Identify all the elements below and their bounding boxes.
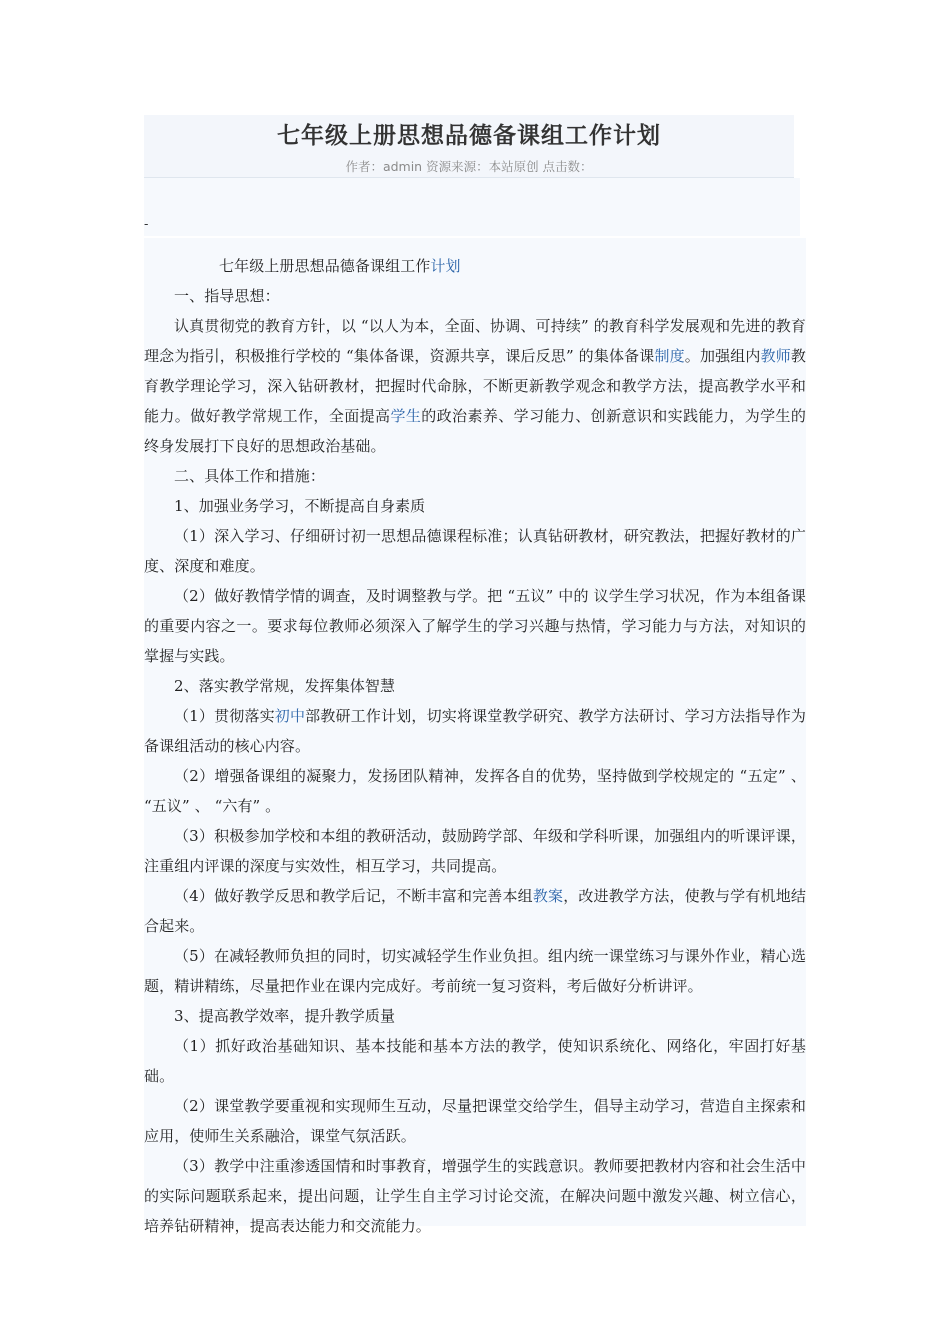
article-subtitle <box>144 251 806 281</box>
paragraph-2-4 <box>144 881 806 941</box>
article-body <box>144 238 807 1235</box>
separator-dash: - <box>144 217 149 232</box>
paragraph-guiding <box>144 311 806 461</box>
text-run: 部教研工作计划，切实将课堂教学研究、教学方法研讨、学习方法指导作为备课组活动的核心内容。 <box>144 707 806 755</box>
header-spacer <box>144 178 800 236</box>
link-system[interactable]: 制度 <box>654 347 685 365</box>
article-header <box>144 115 794 178</box>
paragraph-3-1: （1）抓好政治基础知识、基本技能和基本方法的教学，使知识系统化、网络化，牢固打好基础。 <box>144 1037 806 1085</box>
paragraph-2-3: （3）积极参加学校和本组的教研活动，鼓励跨学部、年级和学科听课，加强组内的听课评课，注重组内评课的深度与实效性，相互学习，共同提高。 <box>144 827 806 875</box>
text-run: 。加强组内 <box>684 347 761 365</box>
paragraph-3-3: （3）教学中注重渗透国情和时事教育，增强学生的实践意识。教师要把教材内容和社会生活中的实际问题联系起来，提出问题，让学生自主学习讨论交流，在解决问题中激发兴趣、树立信心，培养钻研精神，提高表达能力和交流能力。 <box>144 1157 806 1235</box>
link-student[interactable]: 学生 <box>390 407 422 425</box>
paragraph-2-2: （2）增强备课组的凝聚力，发扬团队精神，发挥各自的优势，坚持做到学校规定的 “五定” 、 “五议” 、 “六有” 。 <box>144 767 806 815</box>
link-lesson-plan[interactable]: 教案 <box>532 887 564 905</box>
item-heading-2: 2、落实教学常规，发挥集体智慧 <box>174 677 396 695</box>
paragraph-1-2: （2）做好教情学情的调查，及时调整教与学。把 “五议” 中的 议学生学习状况，作为本组备课的重要内容之一。要求每位教师必须深入了解学生的学习兴趣与热情，学习能力与方法，对知识的掌握与实践。 <box>144 587 806 665</box>
text-run: （1）贯彻落实 <box>174 707 275 725</box>
link-junior-high[interactable]: 初中 <box>274 707 306 725</box>
paragraph-1-1: （1）深入学习、仔细研讨初一思想品德课程标准；认真钻研教材，研究教法，把握好教材的广度、深度和难度。 <box>144 527 806 575</box>
paragraph-2-1 <box>144 701 806 761</box>
page-title: 七年级上册思想品德备课组工作计划 <box>277 122 661 149</box>
item-heading-3: 3、提高教学效率，提升教学质量 <box>174 1007 396 1025</box>
text-run: 教育教学理论学习，深入钻研教材，把握时代命脉，不断更新教学观念和教学方法，提高教学水平和能力。做好教学常规工作，全面提高 <box>144 347 807 425</box>
item-heading-1: 1、加强业务学习，不断提高自身素质 <box>174 497 426 515</box>
section-heading-measures: 二、具体工作和措施： <box>174 467 326 485</box>
text-run: （4）做好教学反思和教学后记，不断丰富和完善本组 <box>174 887 533 905</box>
text-run: 认真贯彻党的教育方针，以 “以人为本，全面、协调、可持续” 的教育科学发展观和先进的教育理念为指引，积极推行学校的 “集体备课，资源共享，课后反思” 的集体备课 <box>144 317 806 365</box>
article-meta: 作者：admin 资源来源：本站原创 点击数： <box>345 159 593 174</box>
link-plan[interactable]: 计划 <box>430 257 461 275</box>
link-teacher[interactable]: 教师 <box>760 347 791 365</box>
paragraph-2-5: （5）在减轻教师负担的同时，切实减轻学生作业负担。组内统一课堂练习与课外作业，精心选题，精讲精练，尽量把作业在课内完成好。考前统一复习资料，考后做好分析讲评。 <box>144 947 806 995</box>
text-run: ，改进教学方法，使教与学有机地结合起来。 <box>144 887 806 935</box>
paragraph-3-2: （2）课堂教学要重视和实现师生互动，尽量把课堂交给学生，倡导主动学习，营造自主探索和应用，使师生关系融洽，课堂气氛活跃。 <box>144 1097 806 1145</box>
text-run: 的政治素养、学习能力、创新意识和实践能力，为学生的终身发展打下良好的思想政治基础。 <box>144 407 806 455</box>
subtitle-text: 七年级上册思想品德备课组工作 <box>219 257 431 275</box>
section-heading-guiding: 一、指导思想： <box>174 287 280 305</box>
